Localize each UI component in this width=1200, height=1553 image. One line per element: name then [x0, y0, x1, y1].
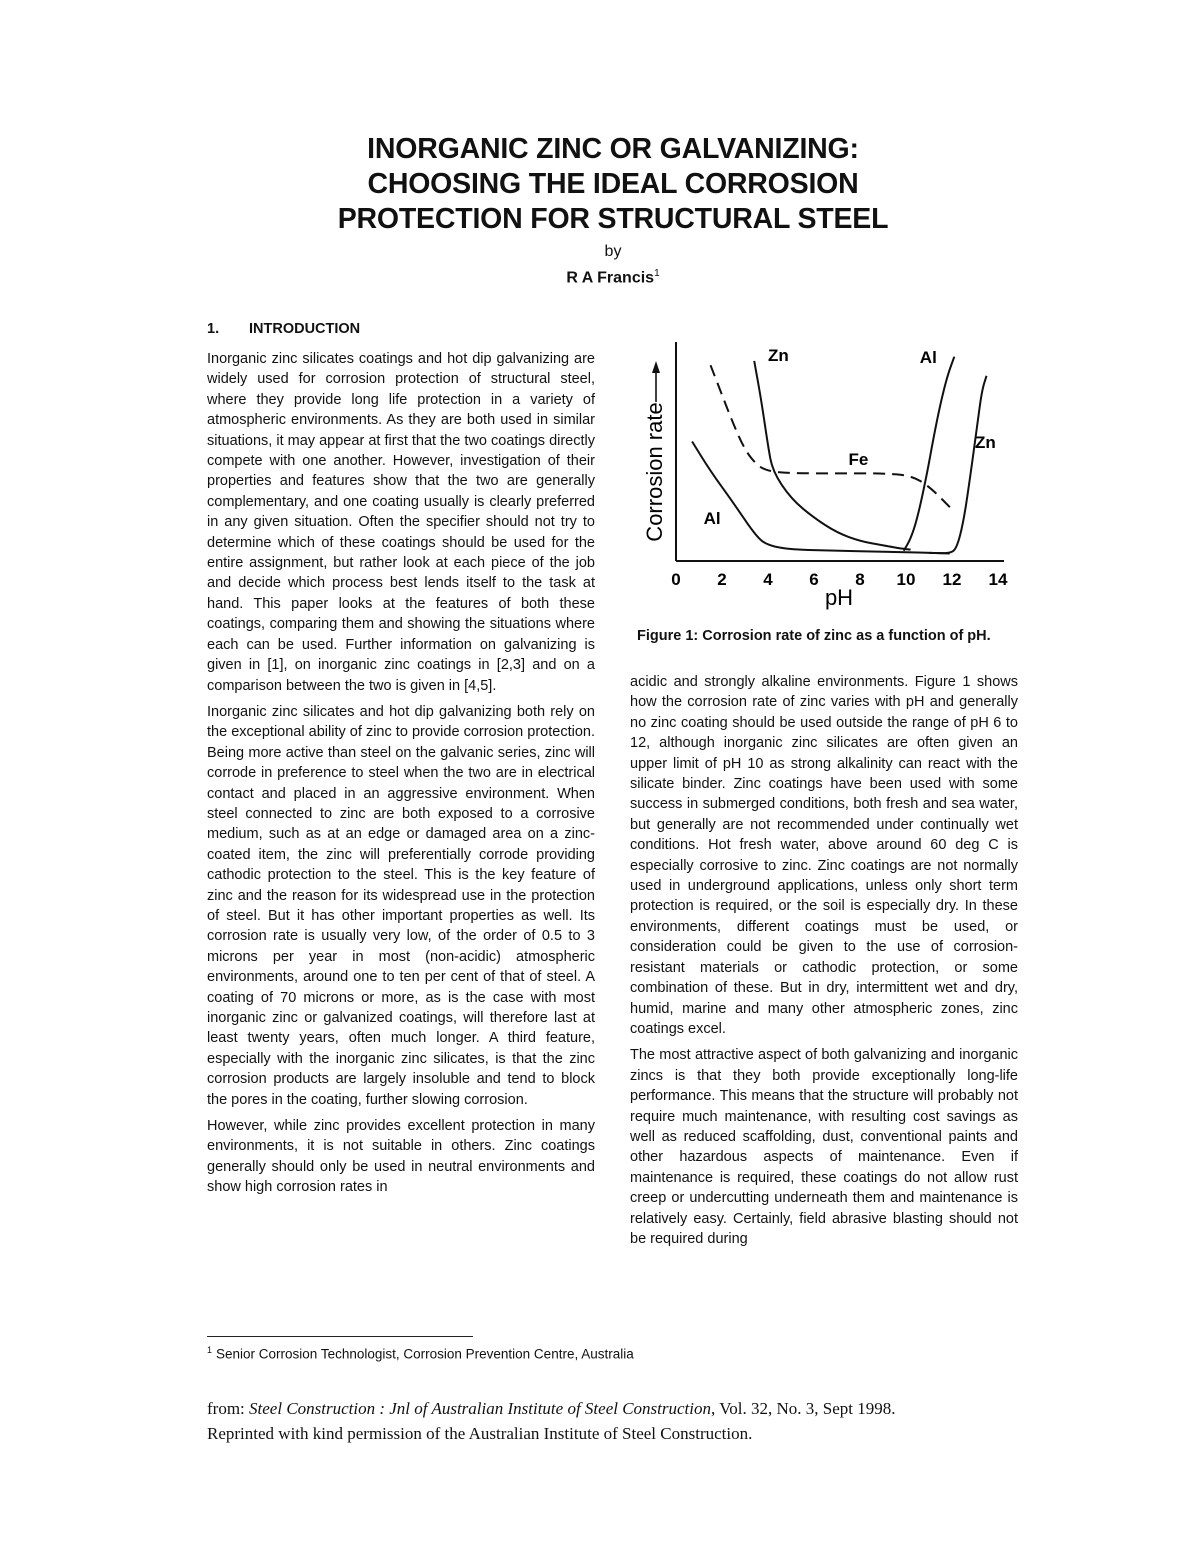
series-label-al: Al	[919, 348, 937, 368]
paragraph: Inorganic zinc silicates and hot dip galvanizing both rely on the exceptional ability of zinc to provide corrosion protection. Being more active than steel on the galvanic series, zinc will corrode in preference to steel when the two are in electrical contact and placed in an aggressive environment. When steel connected to zinc are both exposed to a corrosive medium, such as at an edge or damaged area on a zinc-coated item, the zinc will preferentially corrode providing cathodic protection to the steel. This is the key feature of zinc and the reason for its widespread use in the protection of steel. But it has other important properties as well. Its corrosion rate is usually very low, of the order of 0.5 to 3 microns per year in most (non-acidic) atmospheric environments, around one to ten per cent of that of steel. A coating of 70 microns or more, as is the case with most inorganic zinc or galvanized coatings, will therefore last at least twenty years, often much longer. A third feature, especially with the inorganic zinc silicates, is that the zinc corrosion products are largely insoluble and tend to block the pores in the coating, further slowing corrosion.	[207, 703, 595, 1108]
x-tick-label: 6	[809, 570, 819, 589]
citation-details: , Vol. 32, No. 3, Sept 1998.	[711, 1399, 896, 1418]
author-footnote-mark: 1	[654, 268, 660, 279]
x-tick-label: 4	[763, 570, 773, 589]
journal-name: Steel Construction : Jnl of Australian Institute of Steel Construction	[249, 1399, 711, 1418]
y-axis-label: Corrosion rate	[642, 402, 667, 542]
footnote	[207, 1345, 634, 1362]
right-column	[630, 672, 1018, 1255]
section-heading	[207, 321, 360, 337]
title-line-2: CHOOSING THE IDEAL CORROSION	[367, 168, 859, 200]
figure-caption: Figure 1: Corrosion rate of zinc as a function of pH.	[637, 628, 991, 644]
title-line-3: PROTECTION FOR STRUCTURAL STEEL	[337, 203, 889, 235]
left-column	[207, 349, 595, 1204]
corrosion-rate-chart	[636, 334, 1016, 612]
x-tick-label: 8	[855, 570, 865, 589]
author-name: R A Francis	[566, 269, 655, 287]
series-label-zn: Zn	[975, 432, 996, 452]
title-line-1: INORGANIC ZINC OR GALVANIZING:	[367, 133, 859, 165]
series-label-fe: Fe	[848, 449, 869, 469]
x-tick-label: 0	[671, 570, 681, 589]
citation-line	[207, 1396, 1007, 1421]
series-line-fe	[711, 365, 953, 509]
chart-axes	[676, 342, 1004, 561]
series-line-al	[904, 357, 955, 551]
byline: by	[604, 243, 622, 260]
footnote-divider	[207, 1336, 473, 1337]
section-number: 1.	[207, 321, 220, 337]
paragraph: The most attractive aspect of both galvanizing and inorganic zincs is that they both provide exceptionally long-life performance. This means that the structure will probably not require much maintenance, with resulting cost savings as well as reduced scaffolding, dust, conventional paints and other hazardous aspects of maintenance. Even if maintenance is required, these coatings do not allow rust creep or undercutting underneath them and maintenance is relatively easy. Certainly, field abrasive blasting should not be required during	[630, 1047, 1018, 1247]
x-tick-label: 14	[988, 570, 1008, 589]
paragraph: Inorganic zinc silicates coatings and hot dip galvanizing are widely used for corrosion protection of structural steel, where they provide long life protection in a variety of atmospheric environments. As they are both used in similar situations, it may appear at first that the two coatings directly compete with one another. However, investigation of their properties and features show that the two are generally complementary, and one coating usually is clearly preferred in any given situation. Often the specifier should not try to determine which of these coatings should be used for the entire assignment, but rather look at each piece of the job and decide which process best lends itself to the task at hand. This paper looks at the features of both these coatings, comparing them and showing the situations where each can be used. Further information on galvanizing is given in [1], on inorganic zinc coatings in [2,3] and on a comparison between the two is given in [4,5].	[207, 351, 595, 694]
series-label-zn: Zn	[768, 345, 789, 365]
source-citation	[207, 1396, 1007, 1446]
author	[200, 268, 1026, 287]
x-axis-label: pH	[824, 585, 854, 610]
paragraph: However, while zinc provides excellent protection in many environments, it is not suitable in others. Zinc coatings generally should only be used in neutral environments and show high corrosion rates in	[207, 1118, 595, 1196]
x-tick-label: 10	[896, 570, 916, 589]
series-line-zn	[754, 361, 910, 550]
footnote-text: Senior Corrosion Technologist, Corrosion Prevention Centre, Australia	[216, 1346, 634, 1362]
citation-prefix: from:	[207, 1399, 250, 1418]
x-tick-label: 2	[717, 570, 727, 589]
paper-title	[200, 132, 1026, 237]
section-title: INTRODUCTION	[249, 321, 361, 337]
paragraph: acidic and strongly alkaline environments. Figure 1 shows how the corrosion rate of zinc varies with pH and generally no zinc coating should be used outside the range of pH 6 to 12, although inorganic zinc silicates are often given an upper limit of pH 10 as strong alkalinity can react with the silicate binder. Zinc coatings have been used with some success in submerged conditions, both fresh and sea water, but generally are not recommended under continually wet conditions. Hot fresh water, above around 60 deg C is especially corrosive to zinc. Zinc coatings are not normally used in underground applications, unless only short term protection is required, or the soil is especially dry. In these environments, different coatings must be used, or consideration could be given to the use of corrosion-resistant materials or cathodic protection, or some combination of these. But in dry, intermittent wet and dry, humid, marine and many other atmospheric zones, zinc coatings excel.	[630, 674, 1018, 1037]
series-line-zn	[929, 376, 987, 553]
y-axis-arrow	[652, 361, 660, 402]
reprint-notice: Reprinted with kind permission of the Australian Institute of Steel Construction.	[207, 1424, 753, 1443]
series-label-al: Al	[703, 509, 721, 529]
footnote-mark: 1	[207, 1345, 213, 1355]
x-tick-label: 12	[942, 570, 962, 589]
